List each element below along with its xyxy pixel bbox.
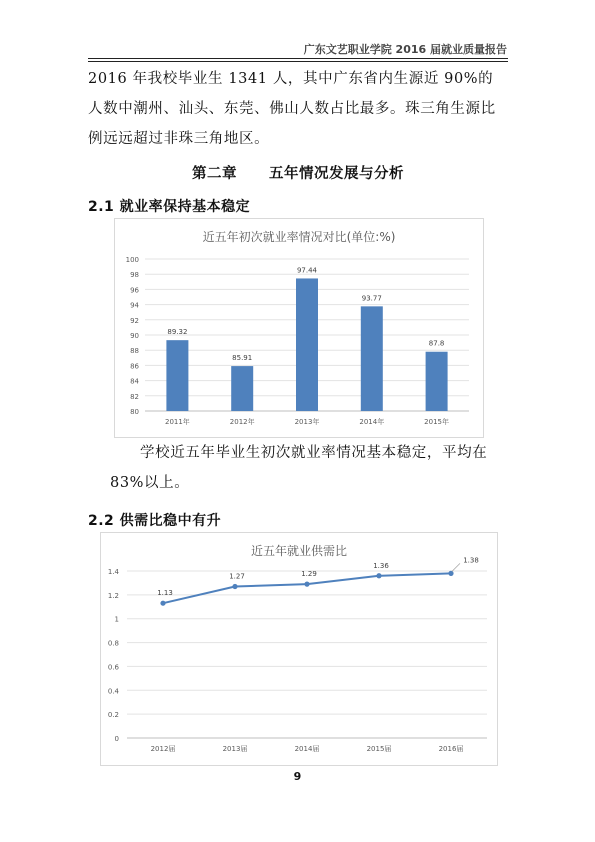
y-tick-label: 82 — [130, 392, 139, 401]
y-tick-label: 80 — [130, 408, 139, 416]
x-tick-label: 2016届 — [438, 745, 464, 753]
supply-demand-chart-svg — [101, 533, 497, 765]
chart-title: 近五年初次就业率情况对比(单位:%) — [202, 230, 396, 244]
intro-paragraph: 2016 年我校毕业生 1341 人，其中广东省内生源近 90%的人数中潮州、汕头、东莞、佛山人数占比最多。珠三角生源比例远远超过非珠三角地区。 — [88, 71, 496, 147]
chapter-title: 五年情况发展与分析 — [269, 166, 404, 182]
chapter-heading — [88, 162, 508, 183]
data-label: 1.29 — [301, 570, 317, 579]
supply-demand-chart — [100, 532, 498, 766]
bar — [296, 278, 318, 411]
bar — [166, 340, 188, 411]
data-label: 93.77 — [361, 294, 382, 303]
bar — [426, 352, 448, 411]
report-header-title: 广东文艺职业学院 2016 届就业质量报告 — [303, 43, 507, 56]
bar — [361, 306, 383, 411]
employment-rate-chart-svg — [115, 219, 483, 437]
y-tick-label: 86 — [130, 362, 139, 371]
page-number: 9 — [293, 770, 302, 783]
x-tick-label: 2013届 — [222, 745, 248, 753]
chapter-number: 第二章 — [192, 166, 237, 182]
data-point — [160, 601, 165, 606]
data-label: 85.91 — [232, 354, 253, 363]
data-point — [448, 571, 453, 576]
y-tick-label: 1.4 — [107, 568, 119, 576]
y-tick-label: 84 — [130, 377, 139, 386]
header-rule — [88, 58, 508, 59]
data-label: 89.32 — [167, 328, 188, 337]
data-point — [304, 582, 309, 587]
header-rule-thin — [88, 61, 508, 62]
y-tick-label: 0 — [114, 735, 119, 743]
data-point — [376, 573, 381, 578]
data-label: 1.27 — [229, 572, 245, 581]
y-tick-label: 92 — [130, 316, 139, 325]
data-label: 97.44 — [296, 266, 318, 275]
x-tick-label: 2012年 — [229, 418, 255, 426]
data-point — [232, 584, 237, 589]
data-label: 1.36 — [373, 561, 389, 570]
y-tick-label: 88 — [130, 347, 139, 356]
y-tick-label: 0.4 — [107, 687, 119, 696]
x-tick-label: 2014年 — [359, 418, 385, 426]
data-label: 1.38 — [463, 556, 479, 565]
y-tick-label: 98 — [130, 271, 139, 280]
chart-title: 近五年就业供需比 — [250, 544, 348, 558]
y-tick-label: 0.6 — [107, 663, 119, 672]
section-heading-employment-rate: 2.1 就业率保持基本稳定 — [88, 199, 251, 215]
x-tick-label: 2012届 — [150, 745, 176, 753]
employment-rate-chart — [114, 218, 484, 438]
x-tick-label: 2015届 — [366, 745, 392, 753]
y-tick-label: 1 — [114, 615, 119, 624]
x-tick-label: 2015年 — [424, 418, 450, 426]
data-label: 1.13 — [157, 589, 173, 598]
y-tick-label: 96 — [130, 286, 139, 295]
y-tick-label: 90 — [130, 332, 139, 340]
x-tick-label: 2013年 — [294, 418, 320, 426]
y-tick-label: 100 — [125, 256, 139, 264]
x-tick-label: 2011年 — [164, 418, 190, 426]
y-tick-label: 0.2 — [107, 711, 119, 720]
employment-rate-paragraph: 学校近五年毕业生初次就业率情况基本稳定，平均在 83%以上。 — [110, 445, 488, 491]
x-tick-label: 2014届 — [294, 745, 320, 753]
y-tick-label: 0.8 — [107, 639, 119, 648]
bar — [231, 366, 253, 411]
y-tick-label: 1.2 — [107, 591, 119, 600]
label-leader — [452, 563, 460, 571]
section-heading-supply-demand: 2.2 供需比稳中有升 — [88, 513, 222, 529]
data-label: 87.8 — [428, 339, 445, 348]
y-tick-label: 94 — [130, 301, 139, 310]
